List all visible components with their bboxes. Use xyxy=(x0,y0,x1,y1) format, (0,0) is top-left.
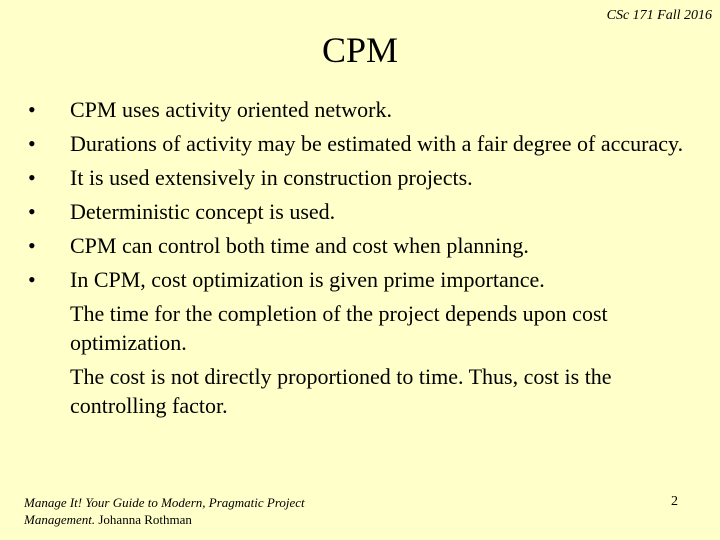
bullet-text: CPM can control both time and cost when planning. xyxy=(70,233,529,258)
continuation-text: The cost is not directly proportioned to time. Thus, cost is the controlling factor. xyxy=(70,364,612,418)
bullet-dot: • xyxy=(28,97,36,122)
bullet-dot: • xyxy=(28,165,36,190)
reference-author: Johanna Rothman xyxy=(95,512,192,527)
bullet-item xyxy=(28,265,688,294)
bullet-text: CPM uses activity oriented network. xyxy=(70,97,393,122)
bullet-text: Durations of activity may be estimated with a fair degree of accuracy. xyxy=(70,131,684,156)
bullet-dot: • xyxy=(28,199,36,224)
bullet-text: Deterministic concept is used. xyxy=(70,199,336,224)
continuation-paragraph xyxy=(28,299,688,357)
page-number: 2 xyxy=(671,494,678,509)
bullet-item xyxy=(28,129,688,158)
bullet-text: It is used extensively in construction projects. xyxy=(70,165,473,190)
continuation-text: The time for the completion of the project depends upon cost optimization. xyxy=(70,301,608,355)
bullet-item xyxy=(28,95,688,124)
bullet-list xyxy=(28,95,688,425)
bullet-item xyxy=(28,163,688,192)
course-header: CSc 171 Fall 2016 xyxy=(606,8,712,23)
bullet-item xyxy=(28,197,688,226)
bullet-item xyxy=(28,231,688,260)
continuation-paragraph xyxy=(28,362,688,420)
footer-reference xyxy=(24,494,364,528)
reference-title: Manage It! Your Guide to Modern, Pragmatic Project Management. xyxy=(24,495,305,527)
bullet-text: In CPM, cost optimization is given prime importance. xyxy=(70,267,545,292)
bullet-dot: • xyxy=(28,131,36,156)
bullet-dot: • xyxy=(28,267,36,292)
bullet-dot: • xyxy=(28,233,36,258)
slide-title: CPM xyxy=(321,30,399,70)
